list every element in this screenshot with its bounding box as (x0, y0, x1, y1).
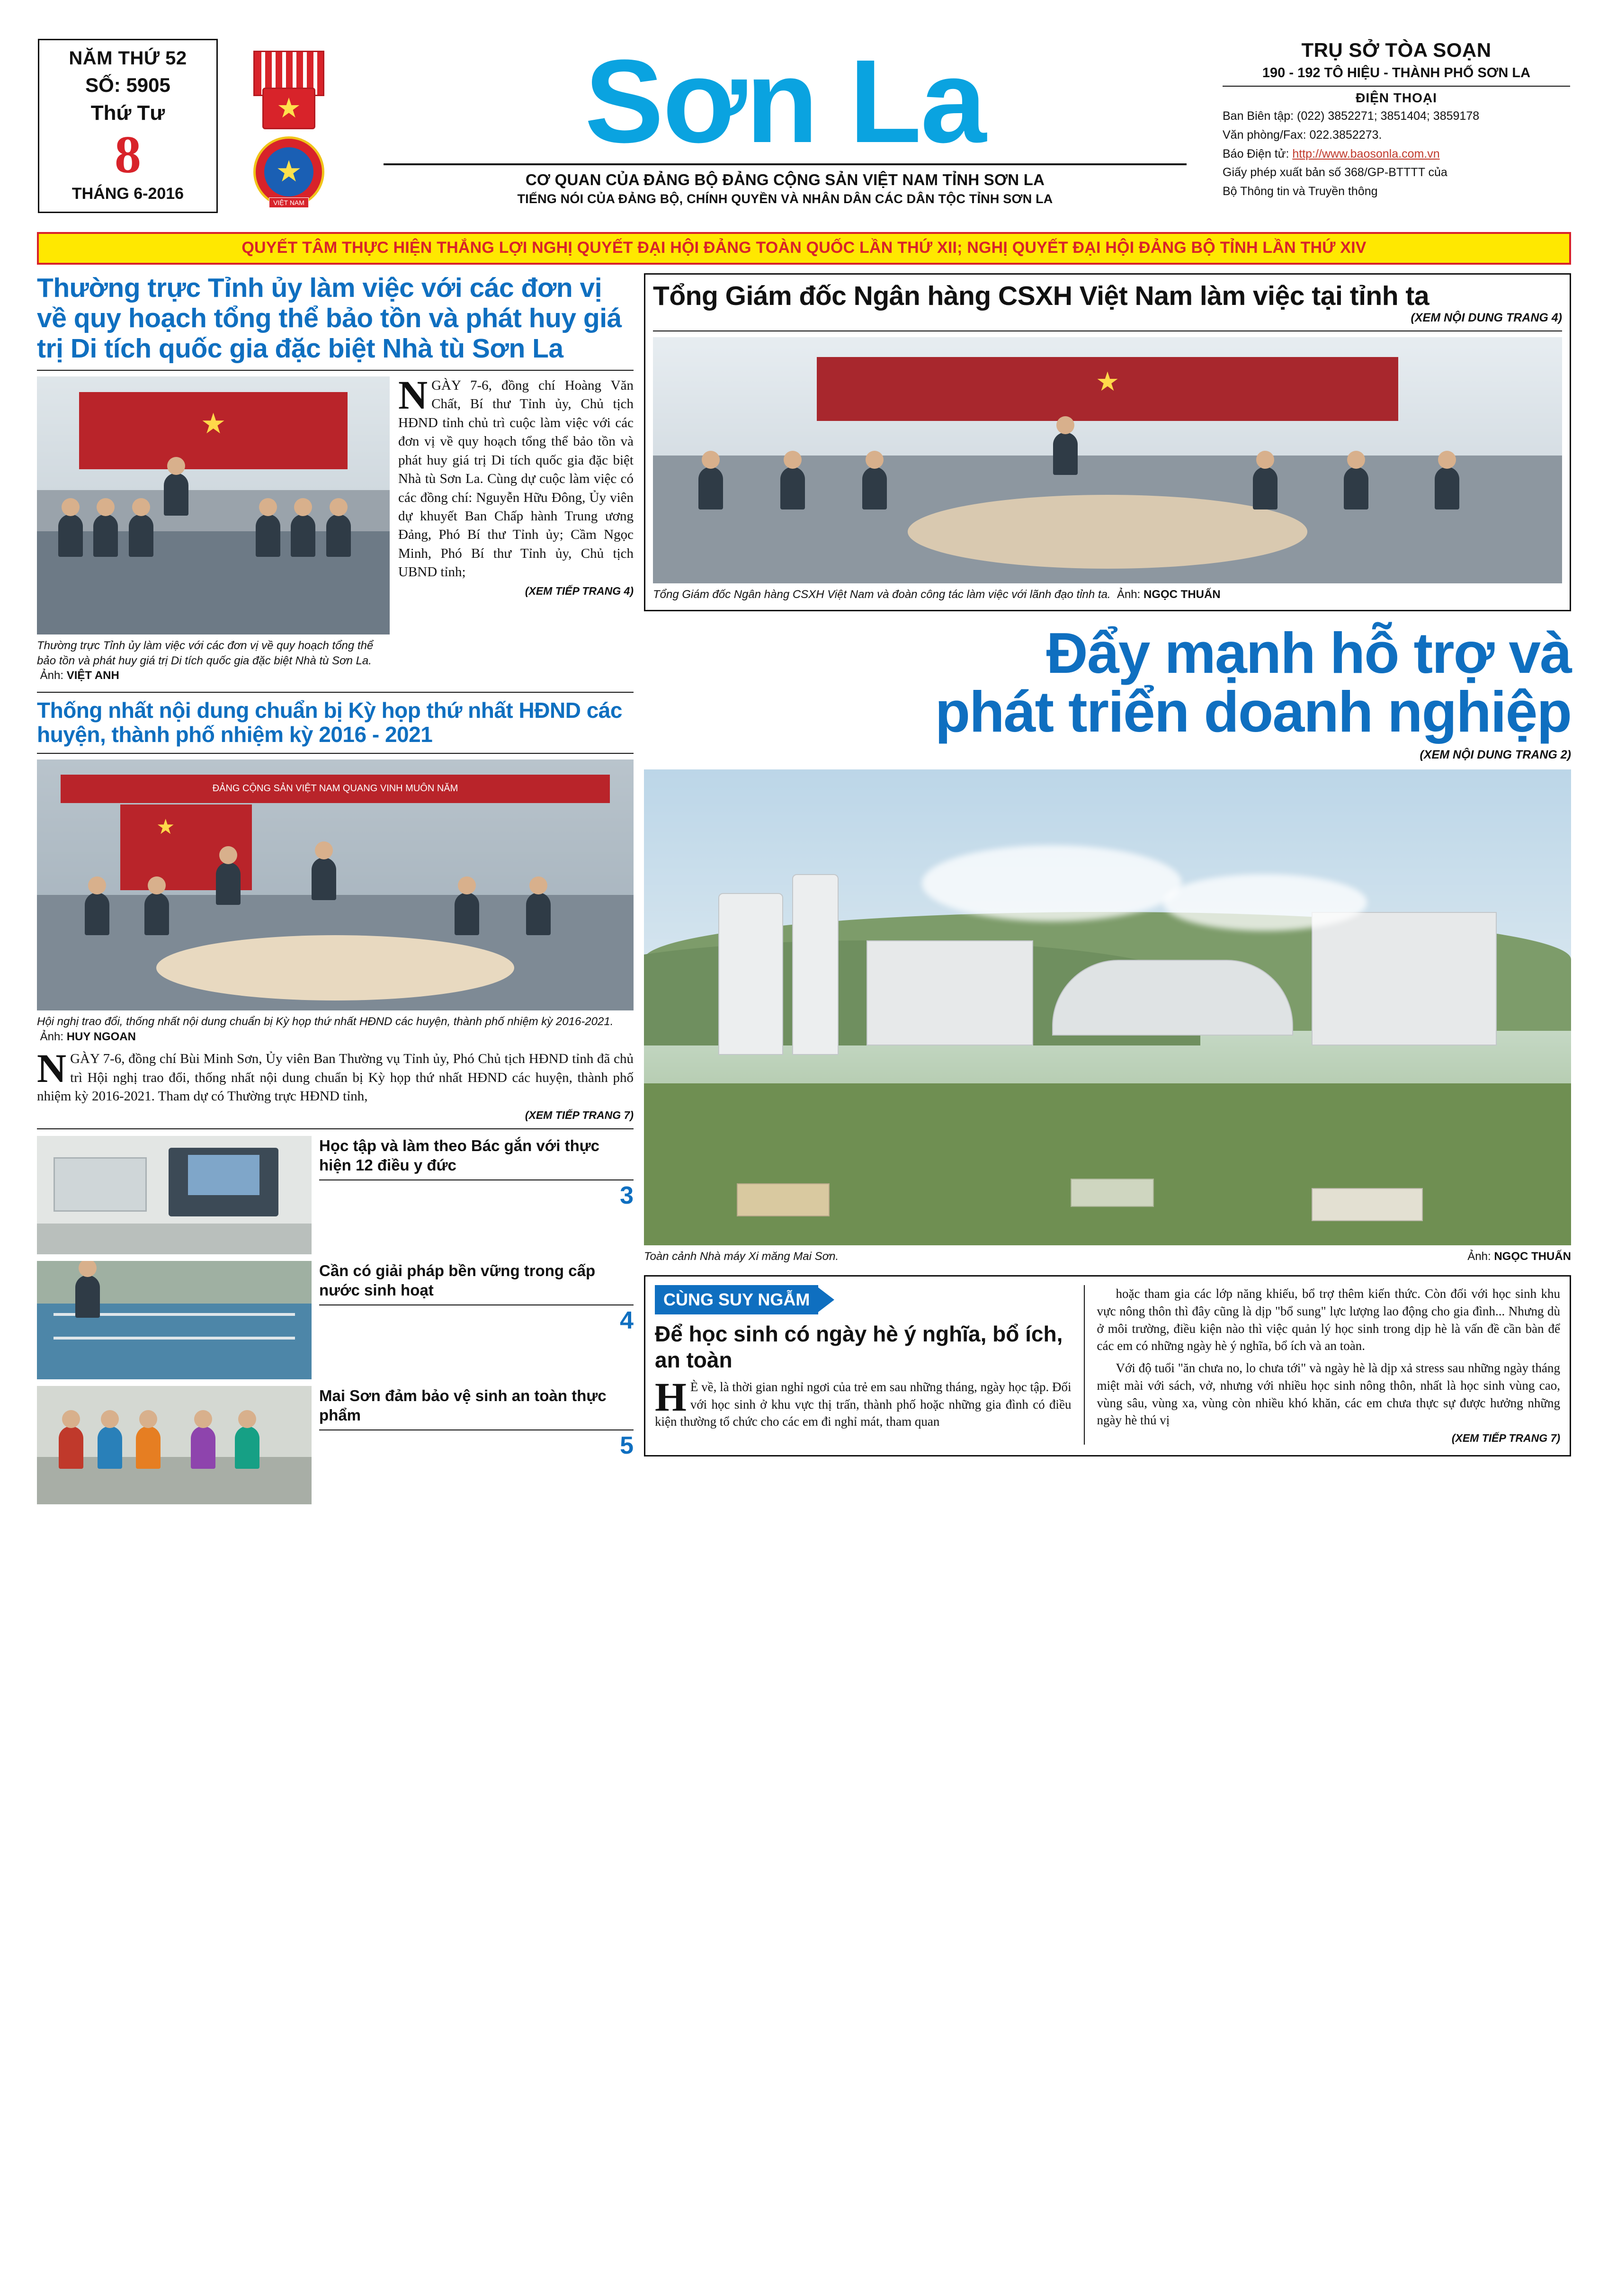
opinion-title[interactable]: Để học sinh có ngày hè ý nghĩa, bổ ích, an toàn (655, 1322, 1063, 1372)
office-address: 190 - 192 TÔ HIỆU - THÀNH PHỐ SƠN LA (1262, 65, 1531, 80)
medal-ribbon-icon (253, 51, 324, 134)
brief-thumb-3 (37, 1386, 312, 1504)
masthead (28, 19, 1580, 224)
csxh-credit-label: Ảnh: (1117, 588, 1141, 601)
title-block (360, 33, 1210, 220)
mega-headline-line1[interactable]: Đẩy mạnh hỗ trợ và (1046, 620, 1571, 685)
lead-credit: VIỆT ANH (66, 669, 119, 682)
website-label: Báo Điện tử: (1223, 147, 1289, 161)
lead-photo-caption (37, 638, 390, 683)
lead-continue[interactable]: (XEM TIẾP TRANG 4) (525, 584, 634, 597)
mega-credit-label: Ảnh: (1467, 1250, 1491, 1263)
lead-article (37, 273, 634, 683)
license-line-1: Giấy phép xuất bản số 368/GP-BTTTT của (1223, 166, 1447, 179)
lead-photo: ★ (37, 376, 390, 634)
list-item[interactable] (37, 1136, 634, 1254)
contact-block (1210, 33, 1570, 220)
website-link[interactable]: http://www.baosonla.com.vn (1292, 147, 1440, 161)
mega-photo (644, 769, 1571, 1245)
slogan-text: QUYẾT TÂM THỰC HIỆN THẮNG LỢI NGHỊ QUYẾT ĐẠI HỘI ĐẢNG TOÀN QUỐC LẦN THỨ XII; NGHỊ QUYẾT ĐẠI HỘI ĐẢNG BỘ TỈNH LẦN THỨ XIV (241, 239, 1367, 257)
org-line-1: CƠ QUAN CỦA ĐẢNG BỘ ĐẢNG CỘNG SẢN VIỆT NAM TỈNH SƠN LA (525, 170, 1045, 188)
opinion-continue[interactable]: (XEM TIẾP TRANG 7) (1451, 1432, 1560, 1445)
hdnd-caption-text: Hội nghị trao đổi, thống nhất nội dung chuẩn bị Kỳ họp thứ nhất HĐND các huyện, thành phố nhiệm kỳ 2016-2021. (37, 1015, 614, 1028)
issue-number: SỐ: 5905 (85, 74, 170, 96)
hdnd-photo: ĐẢNG CỘNG SẢN VIỆT NAM QUANG VINH MUÔN NĂM ★ (37, 759, 634, 1010)
csxh-headline[interactable]: Tổng Giám đốc Ngân hàng CSXH Việt Nam làm việc tại tỉnh ta (653, 281, 1429, 312)
csxh-photo-caption (653, 587, 1562, 602)
brief-thumb-2 (37, 1261, 312, 1379)
slogan-banner (37, 232, 1571, 265)
opinion-col1: HÈ về, là thời gian nghỉ ngơi của trẻ em sau những tháng, ngày học tập. Đối với học sinh ở khu vực thị trấn, thành phố hoặc những gia đình có điều kiện thường tổ chức cho các em đi nghỉ mát, tham quan (655, 1374, 1072, 1429)
lead-headline[interactable]: Thường trực Tỉnh ủy làm việc với các đơn vị về quy hoạch tổng thể bảo tồn và phát huy giá trị Di tích quốc gia đặc biệt Nhà tù Sơn La (37, 273, 622, 364)
office-fax: Văn phòng/Fax: 022.3852273. (1223, 128, 1382, 142)
opinion-article (644, 1275, 1571, 1456)
issue-day: 8 (115, 125, 141, 184)
mega-photo-caption (644, 1249, 1571, 1264)
main-grid (28, 273, 1580, 1504)
issue-year: NĂM THỨ 52 (69, 48, 187, 69)
csxh-credit: NGỌC THUẤN (1143, 588, 1221, 601)
brief-page-1: 3 (620, 1182, 634, 1210)
mega-caption-text: Toàn cảnh Nhà máy Xi măng Mai Sơn. (644, 1250, 839, 1263)
right-column (644, 273, 1571, 1456)
medal-label: VIỆT NAM (269, 197, 309, 208)
editorial-phones: Ban Biên tập: (022) 3852271; 3851404; 3859178 (1223, 109, 1480, 123)
list-item[interactable] (37, 1261, 634, 1379)
org-line-2: TIẾNG NÓI CỦA ĐẢNG BỘ, CHÍNH QUYỀN VÀ NHÂN DÂN CÁC DÂN TỘC TỈNH SƠN LA (517, 191, 1053, 206)
lead-body: NGÀY 7-6, đồng chí Hoàng Văn Chất, Bí thư Tỉnh ủy, Chủ tịch HĐND tỉnh chủ trì cuộc làm việc với các đơn vị về quy hoạch tổng thể bảo tồn và phát huy giá trị Di tích quốc gia đặc biệt Nhà tù Sơn La. Cùng dự cuộc làm việc có các đồng chí: Nguyễn Hữu Đông, Ủy viên dự khuyết Ban Chấp hành Trung ương Đảng, Phó Bí thư Tỉnh ủy; Cầm Ngọc Minh, Phó Bí thư Tỉnh ủy, Chủ tịch UBND tỉnh; (398, 372, 634, 580)
hdnd-credit: HUY NGOAN (66, 1030, 136, 1043)
lead-divider (37, 370, 634, 371)
csxh-photo: ★ (653, 337, 1562, 583)
opinion-col2-p2: Với độ tuổi "ăn chưa no, lo chưa tới" và ngày hè là dịp xả stress sau những ngày tháng miệt mài với sách, vở, nhưng với nhiều học sinh nông thôn, nhất là học sinh vùng cao, vùng sâu, vùng xa, vùng còn nhiều khó khăn, các em chưa thực sự được hưởng những ngày hè thú vị (1097, 1361, 1560, 1428)
lead-credit-label: Ảnh: (40, 669, 64, 682)
hdnd-credit-label: Ảnh: (40, 1030, 64, 1043)
csxh-article (644, 273, 1571, 611)
hdnd-article (37, 698, 634, 1122)
medal-emblems (218, 33, 360, 220)
mega-article (644, 620, 1571, 1264)
brief-page-2: 4 (620, 1307, 634, 1335)
issue-weekday: Thứ Tư (90, 101, 165, 125)
mega-credit: NGỌC THUẤN (1494, 1250, 1571, 1263)
paper-title: Sơn La (584, 35, 986, 167)
hdnd-body: NGÀY 7-6, đồng chí Bùi Minh Sơn, Ủy viên Ban Thường vụ Tỉnh ủy, Phó Chủ tịch HĐND tỉnh đã chủ trì Hội nghị trao đổi, thống nhất nội dung chuẩn bị Kỳ họp thứ nhất HĐND các huyện, thành phố nhiệm kỳ 2016-2021. Tham dự có Thường trực HĐND tỉnh, (37, 1045, 634, 1104)
brief-page-3: 5 (620, 1432, 634, 1460)
csxh-caption-text: Tổng Giám đốc Ngân hàng CSXH Việt Nam và đoàn công tác làm việc với lãnh đạo tỉnh ta. (653, 588, 1111, 601)
office-title: TRỤ SỞ TÒA SOẠN (1301, 39, 1492, 61)
hdnd-continue[interactable]: (XEM TIẾP TRANG 7) (525, 1108, 634, 1121)
opinion-section-label: CÙNG SUY NGẪM (655, 1285, 818, 1314)
title-divider (384, 163, 1187, 165)
phone-label: ĐIỆN THOẠI (1356, 90, 1437, 105)
mega-credit-wrap (1467, 1249, 1571, 1264)
issue-month-year: THÁNG 6-2016 (71, 185, 184, 203)
website-line (1223, 146, 1570, 162)
medal-star-icon (253, 136, 324, 207)
left-column (37, 273, 634, 1504)
mega-headline-line2[interactable]: phát triển doanh nghiệp (935, 679, 1571, 744)
csxh-see-inside[interactable]: (XEM NỘI DUNG TRANG 4) (1411, 311, 1562, 325)
brief-title-2[interactable]: Cần có giải pháp bền vững trong cấp nước sinh hoạt (319, 1261, 596, 1299)
lead-caption-text: Thường trực Tỉnh ủy làm việc với các đơn vị về quy hoạch tổng thể bảo tồn và phát huy giá trị Di tích quốc gia đặc biệt Nhà tù Sơn La. (37, 639, 374, 667)
brief-thumb-1 (37, 1136, 312, 1254)
brief-title-1[interactable]: Học tập và làm theo Bác gắn với thực hiện 12 điều y đức (319, 1136, 600, 1174)
issue-info-box (38, 39, 218, 213)
mega-see-inside[interactable]: (XEM NỘI DUNG TRANG 2) (1420, 748, 1571, 761)
hdnd-headline[interactable]: Thống nhất nội dung chuẩn bị Kỳ họp thứ nhất HĐND các huyện, thành phố nhiệm kỳ 2016 - 2021 (37, 697, 622, 747)
opinion-col2-p1: hoặc tham gia các lớp năng khiếu, bổ trợ thêm kiến thức. Còn đối với học sinh khu vực nông thôn thì đây cũng là dịp "bổ sung" lực lượng lao động cho gia đình... Nhưng dù ở môi trường, điều kiện nào thì việc quản lý học sinh trong dịp hè là vấn đề cần bàn để các em có những ngày hè ý nghĩa, bổ ích và an toàn. (1097, 1286, 1560, 1353)
list-item[interactable] (37, 1386, 634, 1504)
brief-title-3[interactable]: Mai Sơn đảm bảo vệ sinh an toàn thực phẩm (319, 1386, 607, 1424)
brief-list (37, 1136, 634, 1504)
arrow-right-icon (818, 1287, 834, 1312)
license-line-2: Bộ Thông tin và Truyền thông (1223, 185, 1378, 198)
hdnd-photo-caption (37, 1014, 634, 1044)
